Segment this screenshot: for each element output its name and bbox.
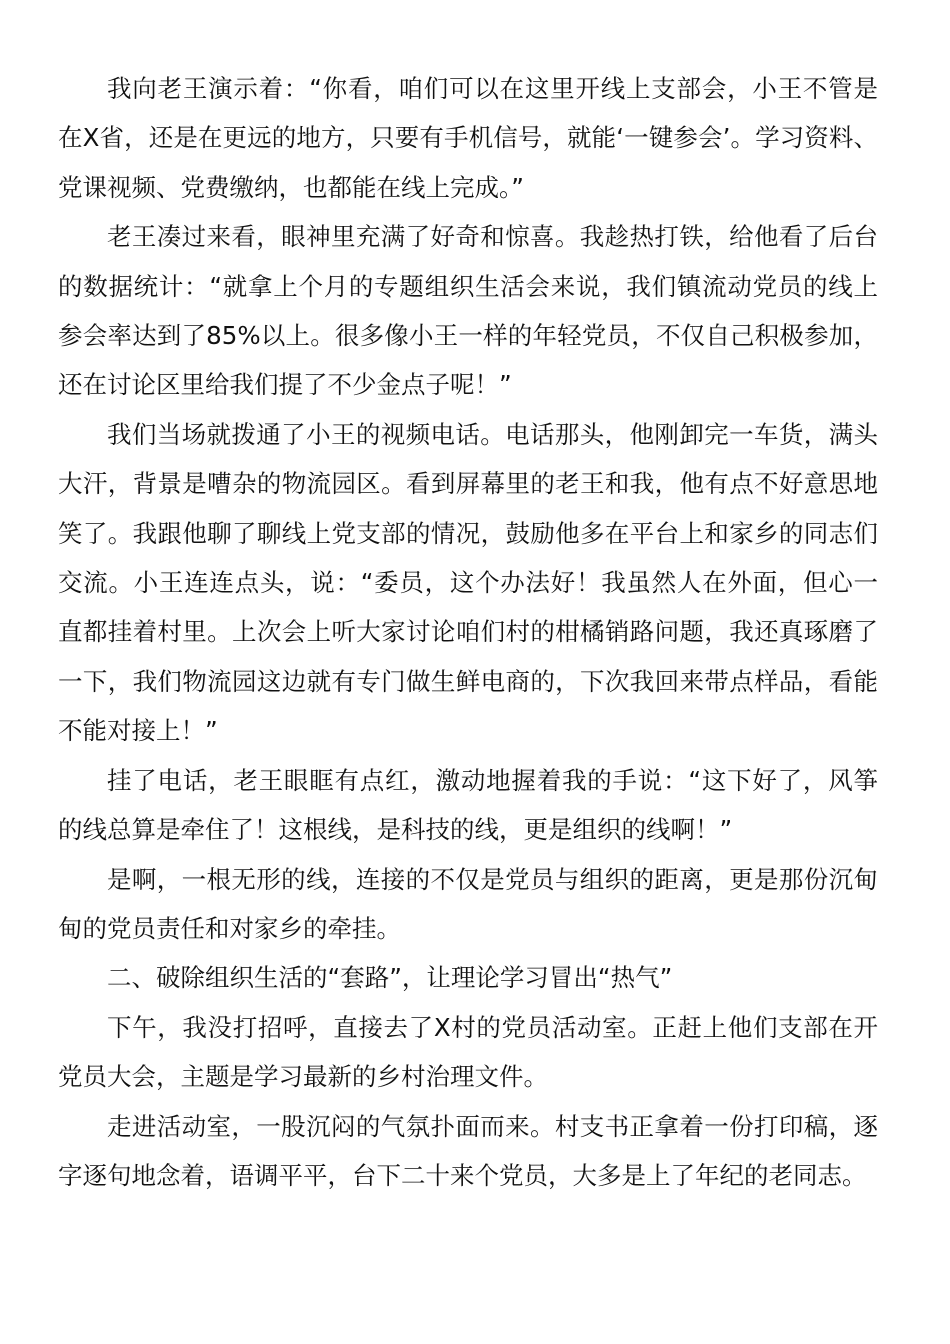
paragraph-video-call: 我们当场就拨通了小王的视频电话。电话那头，他刚卸完一车货，满头大汗，背景是嘈杂的物流园区。看到屏幕里的老王和我，他有点不好意思地笑了。我跟他聊了聊线上党支部的情况，鼓励他多在平台上和家乡的同志们交流。小王连连点头，说：“委员，这个办法好！我虽然人在外面，但心一直都挂着村里。上次会上听大家讨论咱们村的柑橘销路问题，我还真琢磨了一下，我们物流园这边就有专门做生鲜电商的，下次我回来带点样品，看能不能对接上！” [58,419,878,746]
paragraph-data-statistics: 老王凑过来看，眼神里充满了好奇和惊喜。我趁热打铁，给他看了后台的数据统计：“就拿上个月的专题组织生活会来说，我们镇流动党员的线上参会率达到了85%以上。很多像小王一样的年轻党员，不仅自己积极参加，还在讨论区里给我们提了不少金点子呢！” [58,222,878,400]
section-heading: 二、破除组织生活的“套路”，让理论学习冒出“热气” [107,963,673,993]
paragraph-after-call: 挂了电话，老王眼眶有点红，激动地握着我的手说：“这下好了，风筝的线总算是牵住了！这根线，是科技的线，更是组织的线啊！” [58,765,878,845]
paragraph-demo-online-meeting: 我向老王演示着：“你看，咱们可以在这里开线上支部会，小王不管是在X省，还是在更远的地方，只要有手机信号，就能‘一键参会’。学习资料、党课视频、党费缴纳，也都能在线上完成。” [58,74,878,202]
paragraph-invisible-thread: 是啊，一根无形的线，连接的不仅是党员与组织的距离，更是那份沉甸甸的党员责任和对家乡的牵挂。 [58,864,878,943]
document-page [58,64,878,1200]
paragraph-activity-room: 走进活动室，一股沉闷的气氛扑面而来。村支书正拿着一份打印稿，逐字逐句地念着，语调平平，台下二十来个党员，大多是上了年纪的老同志。 [58,1111,878,1190]
paragraph-afternoon-visit: 下午，我没打招呼，直接去了X村的党员活动室。正赶上他们支部在开党员大会，主题是学习最新的乡村治理文件。 [58,1012,878,1092]
